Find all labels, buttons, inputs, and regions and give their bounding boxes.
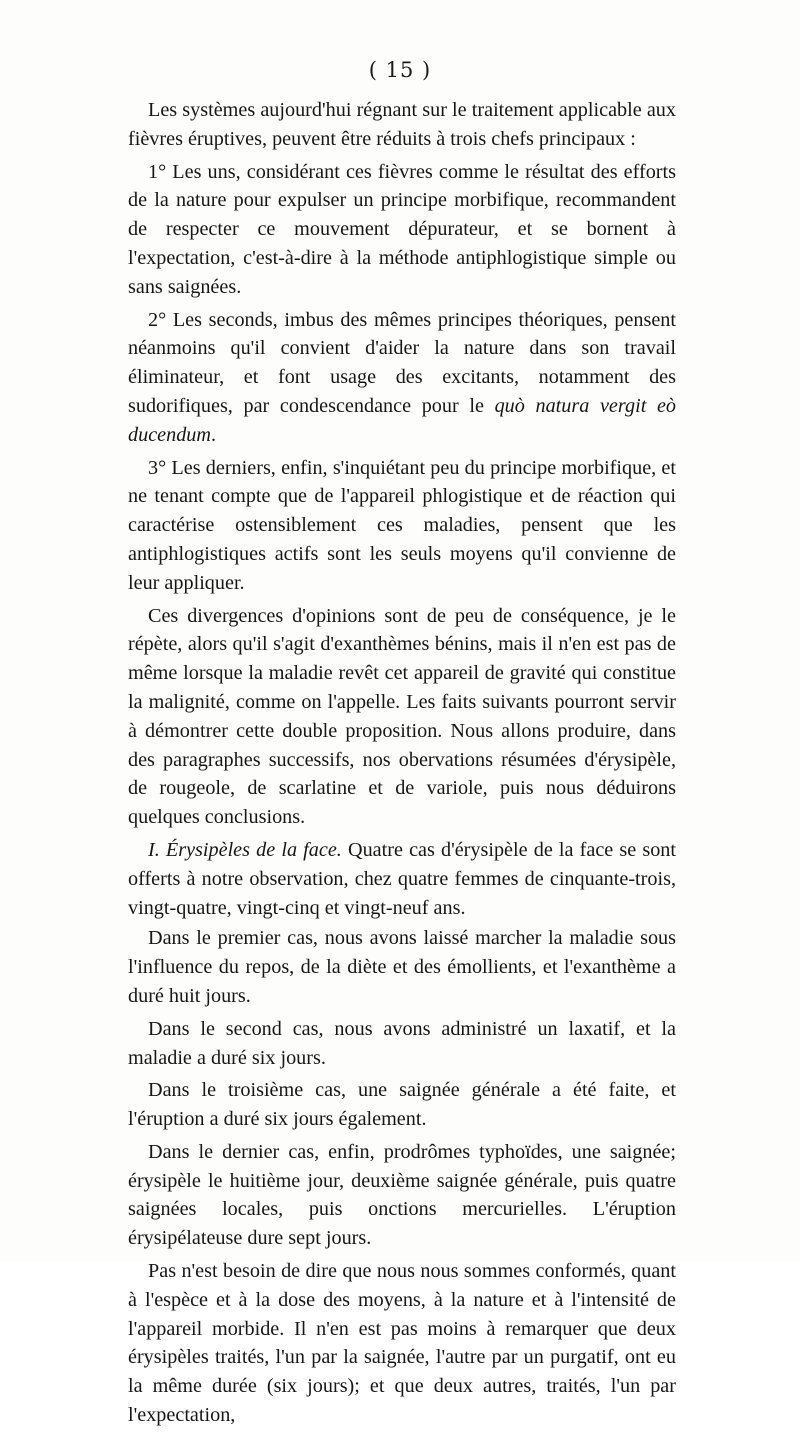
page-number: ( 15 ) (368, 58, 432, 82)
paragraph-case-1: Dans le premier cas, nous avons laissé marcher la maladie sous l'influence du repos, de la diète et des émollients, et l'exanthème a duré huit jours. (128, 927, 676, 1007)
body-text (128, 96, 676, 1434)
paragraph-point-3: 3° Les derniers, enfin, s'inquiétant peu du principe morbifique, et ne tenant compte que de l'appareil phlogistique et de réaction qui caractérise ostensiblement ces maladies, pensent que les antiphlogistiques actifs sont les seuls moyens qu'il convienne de leur appliquer. (128, 456, 676, 594)
paragraph-divergences: Ces divergences d'opinions sont de peu de conséquence, je le répète, alors qu'il s'agit d'exanthèmes bénins, mais il n'en est pas de même lorsque la maladie revêt cet appareil de gravité qui constitue la malignité, comme on l'appelle. Les faits suivants pourront servir à démontrer cette double proposition. Nous allons produire, dans des paragraphes successifs, nos obervations résumées d'érysipèle, de rougeole, de scarlatine et de variole, puis nous déduirons quelques conclusions. (128, 604, 676, 829)
paragraph-point-1: 1° Les uns, considérant ces fièvres comme le résultat des efforts de la nature pour expulser un principe morbifique, recommandent de respecter ce mouvement dépurateur, et se bornent à l'expectation, c'est-à-dire à la méthode antiphlogistique simple ou sans saignées. (128, 160, 676, 298)
latin-quote: quò natura vergit eò ducendum (128, 394, 677, 446)
paragraph-point-2 (128, 306, 676, 450)
paragraph-conclusion: Pas n'est besoin de dire que nous nous sommes conformés, quant à l'espèce et à la dose des moyens, à la nature et à l'intensité de l'appareil morbide. Il n'en est pas moins à remarquer que deux érysipèles traités, l'un par la saignée, l'autre par un purgatif, ont eu la même durée (six jours); et que deux autres, traités, l'un par l'expectation, (128, 1260, 676, 1427)
point-2-end: . (210, 423, 217, 446)
section-heading: I. Érysipèles de la face. (148, 838, 342, 861)
point-2-text: 2° Les seconds, imbus des mêmes principes théoriques, pensent néanmoins qu'il convient d'aider la nature dans son travail éliminateur, et font usage des excitants, notamment des sudorifiques, par condescendance pour le (128, 308, 676, 417)
paragraph-case-2: Dans le second cas, nous avons administré un laxatif, et la maladie a duré six jours. (128, 1017, 676, 1069)
section-1-text: Quatre cas d'érysipèle de la face se sont offerts à notre observation, chez quatre femmes de cinquante-trois, vingt-quatre, vingt-cinq et vingt-neuf ans. (128, 838, 676, 919)
paragraph-case-3: Dans le troisième cas, une saignée générale a été faite, et l'éruption a duré six jours également. (128, 1079, 676, 1131)
paragraph-intro: Les systèmes aujourd'hui régnant sur le traitement applicable aux fièvres éruptives, peuvent être réduits à trois chefs principaux : (128, 99, 676, 150)
paragraph-case-4: Dans le dernier cas, enfin, prodrômes typhoïdes, une saignée; érysipèle le huitième jour, deuxième saignée générale, puis quatre saignées locales, puis onctions mercurielles. L'éruption érysipélateuse dure sept jours. (128, 1140, 676, 1250)
paragraph-section-1 (128, 836, 676, 922)
